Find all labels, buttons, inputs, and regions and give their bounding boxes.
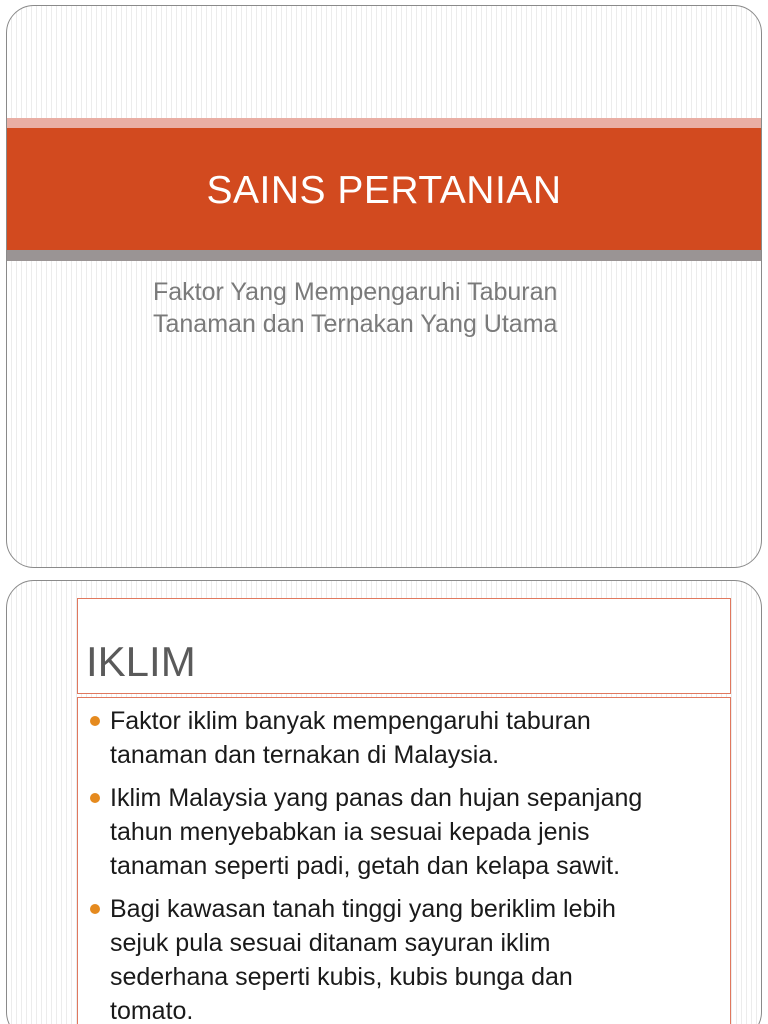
bullet-line: Bagi kawasan tanah tinggi yang beriklim lebih [110, 895, 616, 923]
bullet-item [78, 781, 718, 883]
accent-band-bottom [7, 250, 761, 261]
bullet-line: Faktor iklim banyak mempengaruhi taburan [110, 707, 591, 735]
title-slide [6, 5, 762, 568]
bullet-line: Iklim Malaysia yang panas dan hujan sepanjang [110, 784, 643, 812]
bullet-line: tomato. [110, 997, 194, 1024]
slide-title: SAINS PERTANIAN [206, 169, 562, 212]
bullet-item [78, 704, 718, 772]
title-band [7, 128, 761, 250]
subtitle-line: Tanaman dan Ternakan Yang Utama [153, 310, 558, 338]
slide-heading: IKLIM [86, 638, 196, 685]
subtitle-line: Faktor Yang Mempengaruhi Taburan [153, 278, 558, 306]
bullet-line: tahun menyebabkan ia sesuai kepada jenis [110, 818, 590, 846]
bullet-line: sejuk pula sesuai ditanam sayuran iklim [110, 929, 551, 957]
bullet-icon [90, 716, 100, 726]
bullet-icon [90, 793, 100, 803]
bullet-list [78, 704, 718, 1024]
heading-box [77, 598, 731, 694]
bullet-icon [90, 904, 100, 914]
bullet-line: tanaman dan ternakan di Malaysia. [110, 741, 500, 769]
bullet-line: tanaman seperti padi, getah dan kelapa sawit. [110, 852, 621, 880]
content-slide [6, 580, 762, 1024]
slide-subtitle [153, 276, 733, 340]
bullet-item [78, 892, 718, 1024]
bullet-line: sederhana seperti kubis, kubis bunga dan [110, 963, 573, 991]
content-box [77, 697, 731, 1024]
accent-band-top [7, 118, 761, 128]
